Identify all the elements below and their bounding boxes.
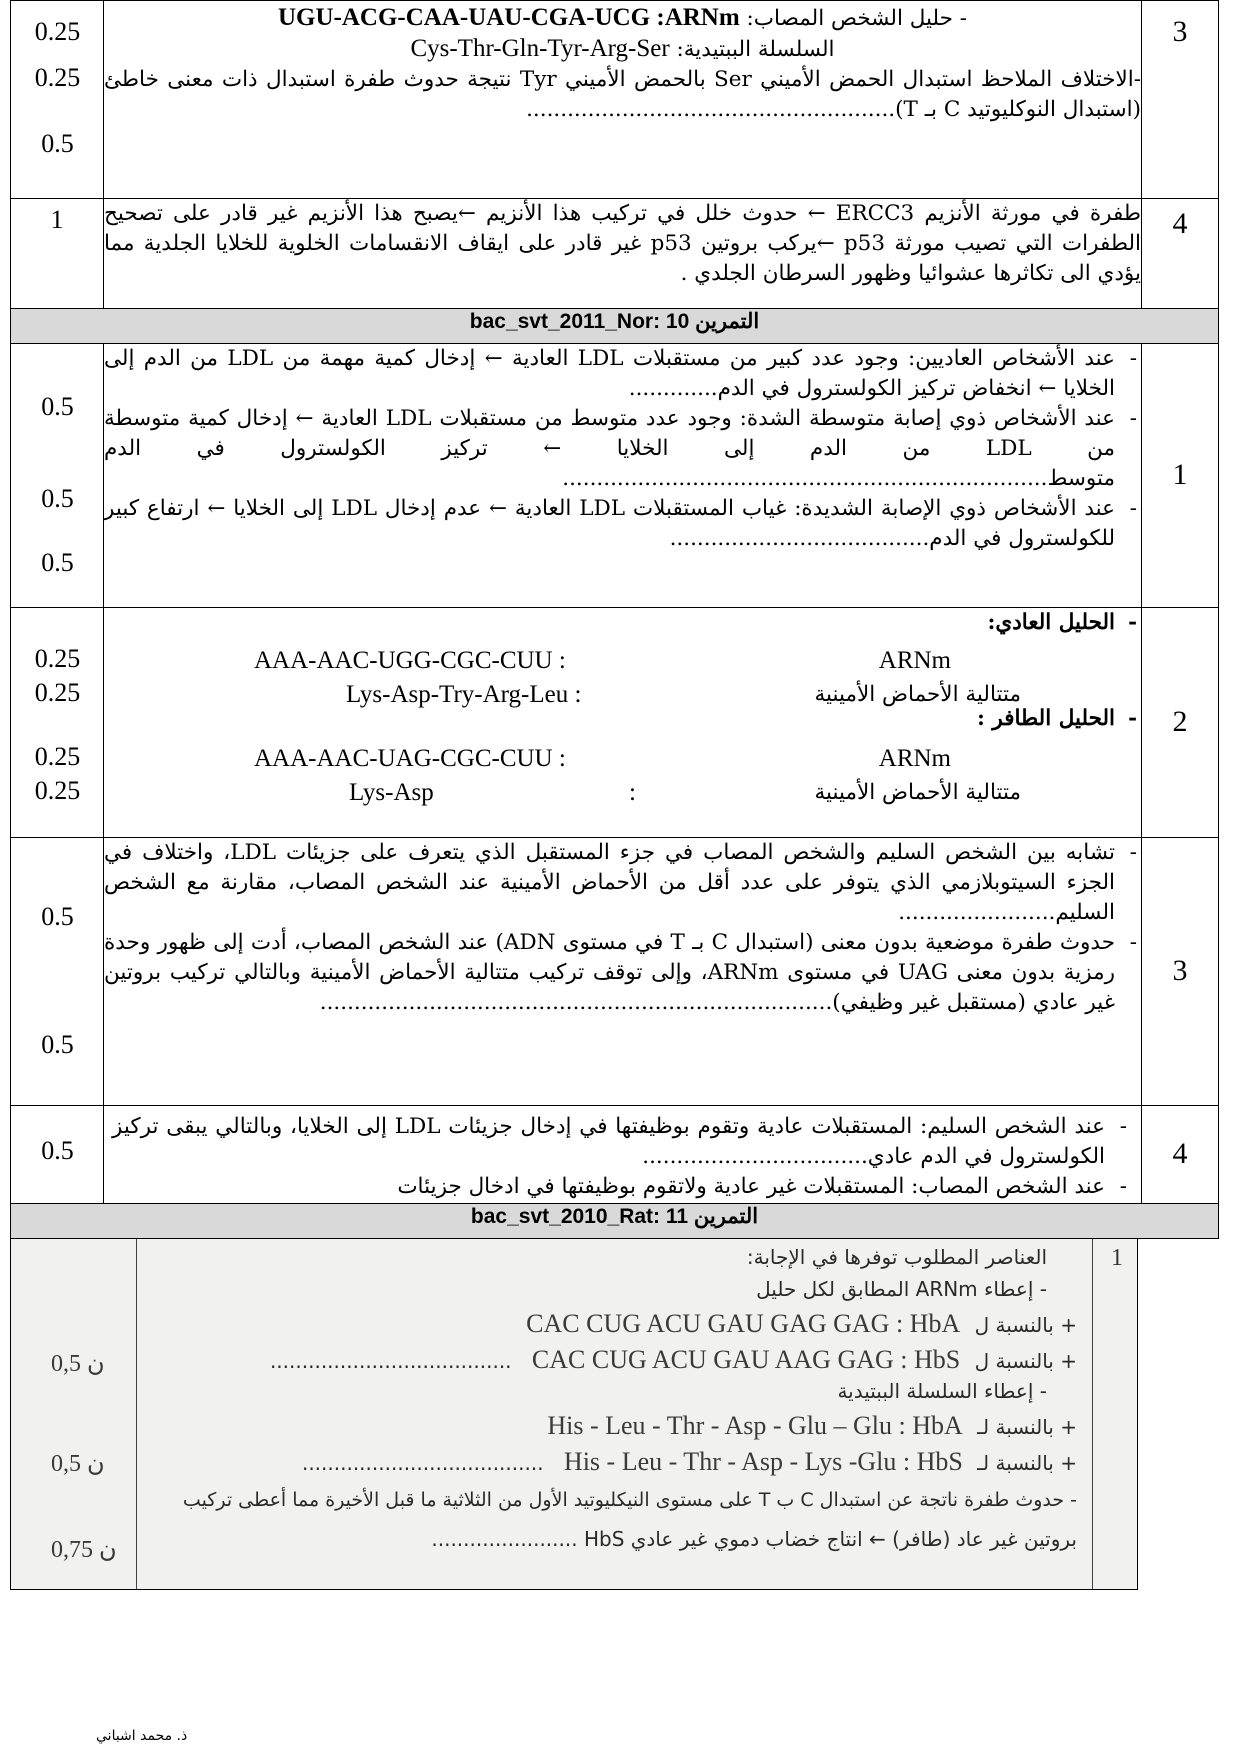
answer-item: - عند الأشخاص العاديين: وجود عدد كبير من مستقبلات LDL العادية ← إدخال كمية مهمة من LDL من الدم إلى الخلايا ← انخفاض تركيز الكولسترول في الدم............. xyxy=(104,344,1141,404)
arnm-sequence: AAA-AAC-UGG-CGC-CUU : xyxy=(254,646,566,674)
row-label: + بالنسبة لـ xyxy=(977,1450,1077,1475)
ex10-question-2 xyxy=(11,607,1219,837)
amino-acid-sequence: Lys-Asp-Try-Arg-Leu : xyxy=(346,680,582,708)
peptide-sequence: Cys-Thr-Gln-Tyr-Arg-Ser xyxy=(410,35,670,62)
score: 0,5 ن xyxy=(51,1450,105,1477)
answer-sheet xyxy=(10,0,1188,1590)
score: 0.25 xyxy=(34,643,81,673)
question-number: 1 xyxy=(1142,343,1219,607)
label-text: - حليل الشخص المصاب: xyxy=(746,6,968,31)
score: 1 xyxy=(11,199,104,309)
answer-text: طفرة في مورثة الأنزيم ERCC3 ← حدوث خلل في تركيب هذا الأنزيم ←يصبح هذا الأنزيم غير قادر على تصحيح الطفرات التي تصيب مورثة p53 ←يركب بروتين p53 غير قادر على ايقاف الانقسامات الخلوية للخلايا الجلدية مما يؤدي الى تكاثرها عشوائيا وظهور السرطان الجلدي . xyxy=(104,199,1142,309)
question-number: 1 xyxy=(1111,1244,1123,1271)
question-number: 3 xyxy=(1142,1,1219,199)
ex10-question-4 xyxy=(11,1105,1219,1203)
answer-item: - عند الشخص السليم: المستقبلات عادية وتقوم بوظيفتها في إدخال جزيئات LDL إلى الخلايا، وبالتالي يبقى تركيز الكولسترول في الدم عادي................................. xyxy=(112,1112,1131,1172)
arnm-label: ARNm xyxy=(878,646,951,674)
score: 0.5 xyxy=(41,1135,74,1165)
arnm-sequence: CAC CUG ACU GAU AAG GAG : HbS xyxy=(531,1344,961,1374)
score: 0.25 xyxy=(34,677,81,707)
exercise-10-header xyxy=(11,309,1219,344)
hba-arnm-row xyxy=(526,1309,1077,1339)
answer-item: - عند الأشخاص ذوي إصابة متوسطة الشدة: وجود عدد متوسط من مستقبلات LDL العادية ← إدخال كمية متوسطة من LDL من الدم إلى الخلايا ← تركيز الكولسترول في الدم متوسط....................................................................... xyxy=(104,404,1141,494)
score: 0.25 xyxy=(34,17,81,46)
amino-acid-label: متتالية الأحماض الأمينية xyxy=(814,779,1021,805)
question-number: 3 xyxy=(1142,837,1219,1105)
score: 0.5 xyxy=(41,129,74,158)
answer-item: - حدوث طفرة موضعية بدون معنى (استبدال C بـ T في مستوى ADN) عند الشخص المصاب، أدت إلى ظهور وحدة رمزية بدون معنى UAG في مستوى ARNm، وإلى توقف تركيب متتالية الأحماض الأمينية وبالتالي تركيب بروتين غير عادي (مستقبل غير وظيفي)........................................................................... xyxy=(104,928,1141,1018)
block1-row-3 xyxy=(11,1,1219,199)
peptide-sequence: His - Leu - Thr - Asp - Glu – Glu : HbA xyxy=(547,1410,963,1440)
arnm-sequence: AAA-AAC-UAG-CGC-CUU : xyxy=(254,744,566,772)
scan-line: بروتين غير عاد (طافر) ← انتاج خضاب دموي غير عادي HbS ....................... xyxy=(431,1526,1077,1551)
score: 0,5 ن xyxy=(51,1350,105,1377)
exercise-10-table xyxy=(10,343,1219,1239)
arnm-label: ARNm xyxy=(878,744,951,772)
answer-item: - عند الشخص المصاب: المستقبلات غير عادية ولاتقوم بوظيفتها في ادخال جزيئات xyxy=(112,1172,1131,1201)
score-cell xyxy=(11,607,104,837)
dots: ...................................... xyxy=(301,1450,544,1475)
ex10-question-3 xyxy=(11,837,1219,1105)
score: 0,75 ن xyxy=(51,1536,117,1563)
block1-table xyxy=(10,0,1219,344)
score: 0.5 xyxy=(41,1029,74,1059)
answer-item: - تشابه بين الشخص السليم والشخص المصاب في جزء المستقبل الذي يتعرف على جزيئات LDL، واختلاف في الجزء السيتوبلازمي الذي يتوفر على عدد أقل من الأحماض الأمينية عند الشخص المصاب، مقارنة مع الشخص السليم....................... xyxy=(104,838,1141,928)
author-footer: ذ. محمد اشباني xyxy=(96,1728,188,1744)
difference-text: -الاختلاف الملاحظ استبدال الحمض الأميني Ser بالحمض الأميني Tyr نتيجة حدوث طفرة استبدال ذات معنى خاطئ (استبدال النوكليوتيد C بـ T)...................................................... xyxy=(104,67,1141,122)
score: 0.5 xyxy=(41,547,74,577)
score: 0.25 xyxy=(34,741,81,771)
answer-cell xyxy=(104,1105,1142,1203)
score: 0.5 xyxy=(41,901,74,931)
score-cell xyxy=(11,1,104,199)
question-number: 4 xyxy=(1142,1105,1219,1203)
question-number: 4 xyxy=(1142,199,1219,309)
block1-row-4 xyxy=(11,199,1219,309)
mutant-allele-title: - الحليل الطافر : xyxy=(104,704,1141,734)
amino-acid-label: متتالية الأحماض الأمينية xyxy=(814,681,1021,707)
score-cell xyxy=(11,1105,104,1203)
score-cell xyxy=(11,343,104,607)
label-text: السلسلة الببتيدية: xyxy=(676,37,835,62)
score-cell xyxy=(11,837,104,1105)
answer-cell xyxy=(104,1,1142,199)
arnm-sequence: CAC CUG ACU GAU GAG GAG : HbA xyxy=(526,1308,961,1338)
amino-acid-sequence: Lys-Asp xyxy=(349,778,434,806)
question-number: 2 xyxy=(1142,607,1219,837)
row-label: + بالنسبة ل xyxy=(974,1312,1077,1337)
scan-line: العناصر المطلوب توفرها في الإجابة: xyxy=(746,1244,1047,1269)
exercise-11-scan xyxy=(10,1239,1138,1590)
answer-cell xyxy=(104,343,1142,607)
row-label: + بالنسبة لـ xyxy=(977,1414,1077,1439)
exercise-11-header xyxy=(11,1203,1219,1238)
normal-allele-title: - الحليل العادي: xyxy=(104,608,1141,638)
hbs-arnm-row xyxy=(270,1345,1077,1375)
exercise-title: bac_svt_2010_Rat: 11 التمرين xyxy=(11,1203,1219,1238)
arnm-sequence: UGU-ACG-CAA-UAU-CGA-UCG :ARNm xyxy=(277,4,740,31)
row-label: + بالنسبة ل xyxy=(974,1348,1077,1373)
hba-peptide-row xyxy=(547,1411,1077,1441)
dots: ...................................... xyxy=(269,1348,512,1373)
answer-cell xyxy=(104,837,1142,1105)
scan-line: - حدوث طفرة ناتجة عن استبدال C ب T على مستوى النيكليوتيد الأول من الثلاثية ما قبل الأخيرة مما أعطى تركيب xyxy=(182,1488,1077,1511)
exercise-title: bac_svt_2011_Nor: 10 التمرين xyxy=(11,309,1219,344)
peptide-sequence: His - Leu - Thr - Asp - Lys -Glu : HbS xyxy=(563,1446,963,1476)
hbs-peptide-row xyxy=(302,1447,1077,1477)
scan-line: - إعطاء السلسلة الببتيدية xyxy=(837,1378,1047,1403)
separator: : xyxy=(629,778,636,806)
scan-line: - إعطاء ARNm المطابق لكل حليل xyxy=(756,1276,1047,1301)
score: 0.25 xyxy=(34,63,81,92)
score: 0.5 xyxy=(41,483,74,513)
answer-cell xyxy=(104,607,1142,837)
answer-item: - عند الأشخاص ذوي الإصابة الشديدة: غياب المستقبلات LDL العادية ← عدم إدخال LDL إلى الخلايا ← ارتفاع كبير للكولسترول في الدم...................................... xyxy=(104,494,1141,554)
ex10-question-1 xyxy=(11,343,1219,607)
score: 0.25 xyxy=(34,775,81,805)
score: 0.5 xyxy=(41,391,74,421)
